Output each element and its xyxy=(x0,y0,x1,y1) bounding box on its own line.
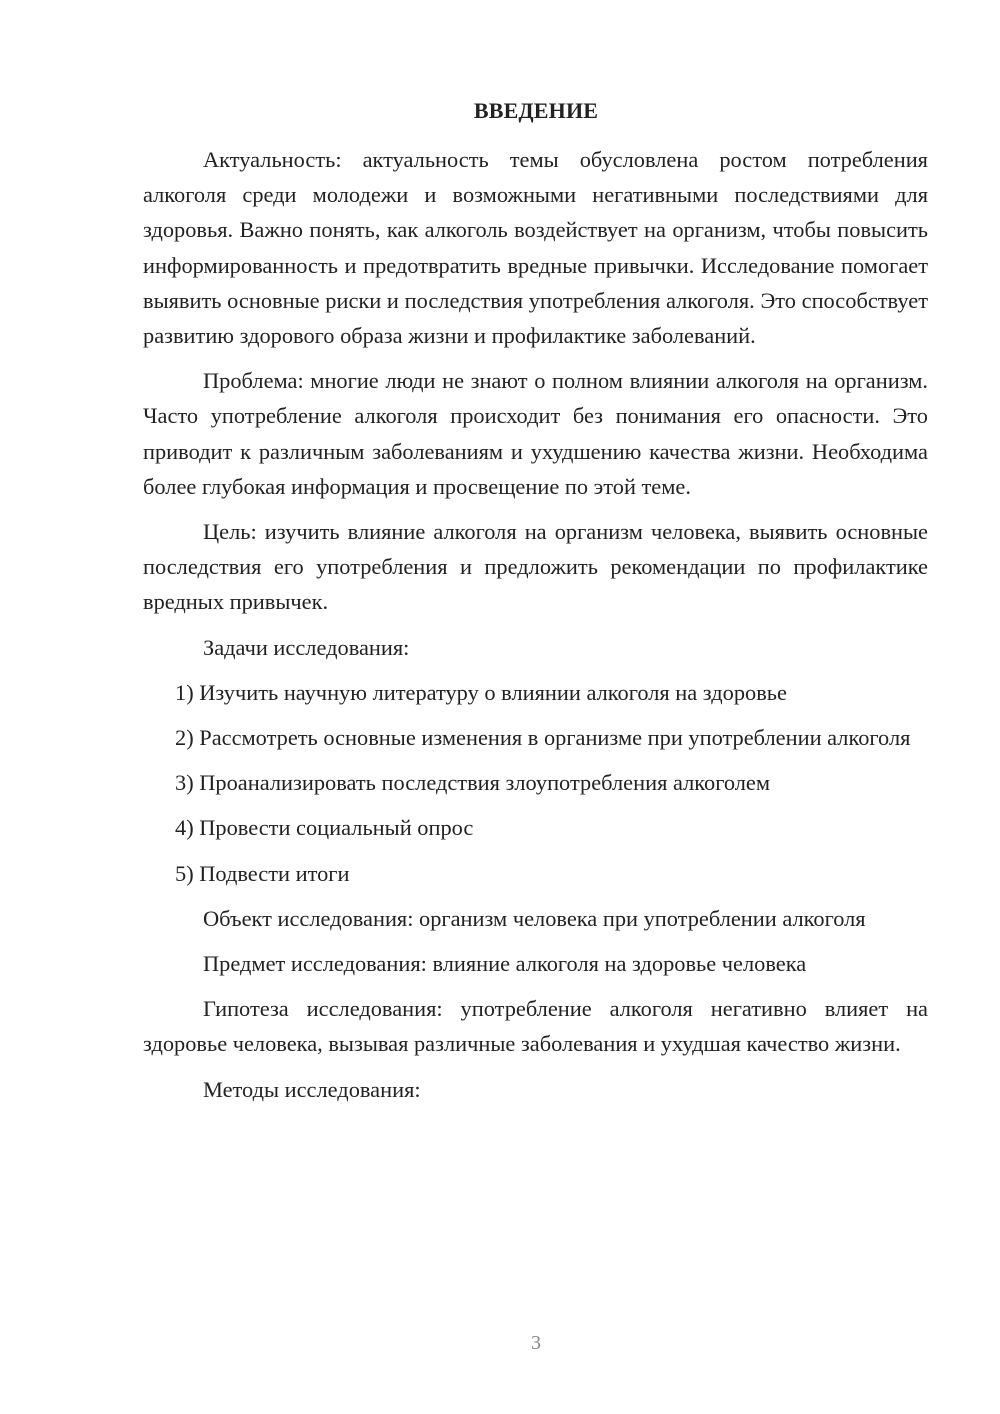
paragraph-goal: Цель: изучить влияние алкоголя на организм человека, выявить основные последствия его употребления и предложить рекомендации по профилактике вредных привычек. xyxy=(143,519,928,615)
methods-heading: Методы исследования: xyxy=(203,1076,421,1102)
task-item: 2) Рассмотреть основные изменения в организме при употреблении алкоголя xyxy=(175,725,911,751)
task-item: 4) Провести социальный опрос xyxy=(175,815,474,841)
document-body xyxy=(143,142,928,1117)
page-number: 3 xyxy=(531,1332,541,1354)
paragraph-relevance: Актуальность: актуальность темы обусловлена ростом потребления алкоголя среди молодежи и возможными негативными последствиями для здоровья. Важно понять, как алкоголь воздействует на организм, чтобы повысить информированность и предотвратить вредные привычки. Исследование помогает выявить основные риски и последствия употребления алкоголя. Это способствует развитию здорового образа жизни и профилактике заболеваний. xyxy=(143,147,928,349)
paragraph-object: Объект исследования: организм человека при употреблении алкоголя xyxy=(203,905,866,931)
section-title: ВВЕДЕНИЕ xyxy=(473,98,599,123)
paragraph-problem: Проблема: многие люди не знают о полном влиянии алкоголя на организм. Часто употребление алкоголя происходит без понимания его опасности. Это приводит к различным заболеваниям и ухудшению качества жизни. Необходима более глубокая информация и просвещение по этой теме. xyxy=(143,368,928,499)
paragraph-subject: Предмет исследования: влияние алкоголя на здоровье человека xyxy=(203,951,807,977)
task-item: 5) Подвести итоги xyxy=(175,860,350,886)
paragraph-hypothesis: Гипотеза исследования: употребление алкоголя негативно влияет на здоровье человека, вызывая различные заболевания и ухудшая качество жизни. xyxy=(143,996,928,1057)
tasks-heading: Задачи исследования: xyxy=(203,634,410,660)
task-item: 1) Изучить научную литературу о влиянии алкоголя на здоровье xyxy=(175,679,787,705)
task-item: 3) Проанализировать последствия злоупотребления алкоголем xyxy=(175,770,771,796)
